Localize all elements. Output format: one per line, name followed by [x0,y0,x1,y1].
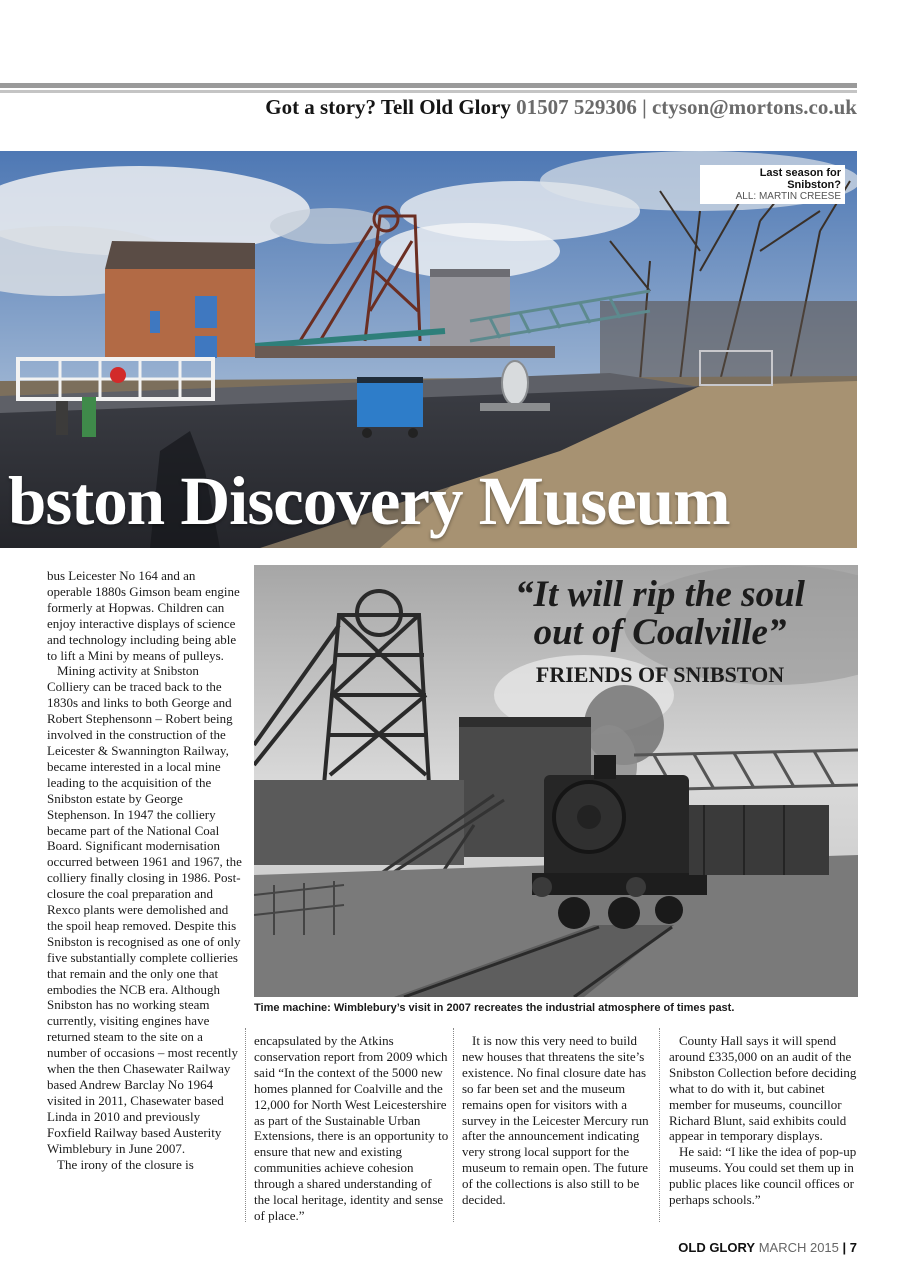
photo-credit-source: ALL: MARTIN CREESE [735,191,841,202]
column-divider [453,1028,454,1222]
photo-caption: Time machine: Wimblebury’s visit in 2007 recreates the industrial atmosphere of times past. [254,1002,735,1014]
pull-quote: “It will rip the soul out of Coalville” [515,574,805,653]
page-folio [678,1240,857,1255]
article-paragraph: The irony of the closure is [57,1156,194,1172]
masthead-prefix: Got a story? Tell Old Glory [265,95,511,119]
article-column-3 [462,1033,654,1208]
article-paragraph: Mining activity at Snibston Colliery can be traced back to the 1830s and links to both George and Robert Stephensonn – Robert being involved in the construction of the Leicester & Swannington Railway, became interested in a local mine leading to the acquisition of the Snibston estate by George Stephenson. In 1947 the colliery became part of the National Coal Board. Significant modernisation occurred between 1961 and 1967, the colliery finally closing in 1986. Post-closure the coal preparation and Rexco plants were demolished and the spoil heap removed. Despite this Snibston is recognised as one of only five substantially complete collieries that remain and the only one that embodies the NCB era. Although Snibston has no working steam currently, visiting engines have returned steam to the site on a number of occasions – most recently when the then Chasewater Railway based Andrew Barclay No 1964 visited in 2011, Chasewater based Linda in 2010 and previously Foxfield Railway based Austerity Wimblebury in June 2007. [47,663,242,1156]
photo-credit-title: Last season for Snibston? [759,167,841,191]
folio-page-number: | 7 [842,1240,857,1255]
folio-publication: OLD GLORY [678,1240,756,1255]
pull-quote-source: FRIENDS OF SNIBSTON [535,662,785,687]
column-divider [659,1028,660,1222]
column-divider [245,1028,246,1222]
article-paragraph: encapsulated by the Atkins conservation report from 2009 which said “In the context of the 5000 new homes planned for Coalville and the 12,000 for North West Leicestershire as part of the Sustainable Urban Extensions, there is an opportunity to ensure that new and existing communities achieve cohesion through a shared understanding of the local heritage, identity and sense of place.” [254,1033,449,1223]
folio-issue: MARCH 2015 [758,1240,839,1255]
article-paragraph: bus Leicester No 164 and an operable 1880s Gimson beam engine formerly at Hopwas. Children can enjoy interactive displays of science and technology including being able to lift a Mini by means of pulleys. [47,568,240,663]
top-rule-thin [0,90,857,93]
article-column-2 [254,1033,450,1224]
masthead [265,95,857,120]
article-paragraph: It is now this very need to build new houses that threatens the site’s existence. No final closure date has so far been set and the museum remains open for visitors with a survey in the Leicester Mercury run after the announcement indicating very strong local support for the museum to remain open. The future of the collections is also still to be decided. [462,1033,649,1208]
photo-credit-box [700,165,845,204]
article-column-4 [669,1033,859,1208]
article-paragraph: He said: “I like the idea of pop-up museums. You could set them up in public places like council offices or perhaps schools.” [669,1144,857,1208]
article-column-1 [47,568,243,1172]
top-rule [0,83,857,88]
hero-title: bston Discovery Museum [8,463,730,539]
masthead-contact: 01507 529306 | ctyson@mortons.co.uk [516,95,857,119]
article-paragraph: County Hall says it will spend around £335,000 on an audit of the Snibston Collection before deciding what to do with it, but cabinet member for museums, councillor Richard Blunt, said exhibits could appear in temporary displays. [669,1033,857,1144]
